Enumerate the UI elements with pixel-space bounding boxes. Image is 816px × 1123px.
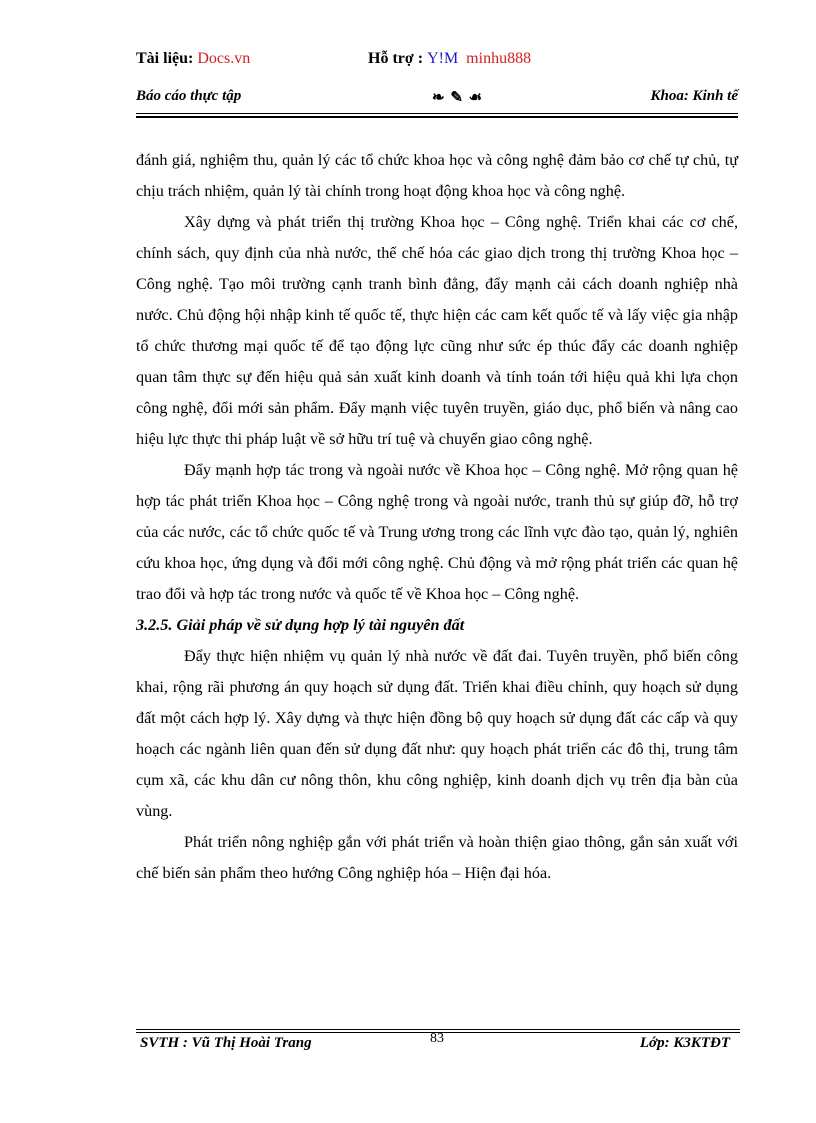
page-number: 83: [430, 1031, 444, 1046]
header-report-title: Báo cáo thực tập: [136, 88, 242, 104]
ym-label: Y!M: [427, 50, 459, 67]
header-ornament-icon: ❧ ✎ ☙: [432, 90, 484, 106]
footer-rule: [136, 1029, 740, 1030]
header-rule: [136, 113, 738, 114]
paragraph-2: Xây dựng và phát triển thị trường Khoa học – Công nghệ. Triển khai các cơ chế, chính sách, quy định của nhà nước, thể chế hóa các giao dịch trong thị trường Khoa học – Công nghệ. Tạo môi trường cạnh tranh bình đẳng, đẩy mạnh cải cách doanh nghiệp nhà nước. Chủ động hội nhập kinh tế quốc tế, thực hiện các cam kết quốc tế và lấy việc gia nhập tổ chức thương mại quốc tế để tạo động lực cũng như sức ép thúc đẩy các doanh nghiệp quan tâm thực sự đến hiệu quả sản xuất kinh doanh và tính toán tới hiệu quả khi lựa chọn công nghệ, đổi mới sản phẩm. Đẩy mạnh việc tuyên truyền, giáo dục, phổ biến và nâng cao hiệu lực thực thi pháp luật về sở hữu trí tuệ và chuyển giao công nghệ.: [136, 213, 738, 448]
paragraph-5: Phát triển nông nghiệp gắn với phát triển và hoàn thiện giao thông, gắn sản xuất với chế biến sản phẩm theo hướng Công nghiệp hóa – Hiện đại hóa.: [136, 833, 738, 882]
hotro-label: Hỗ trợ :: [368, 50, 424, 67]
source-label: [136, 50, 250, 68]
page-footer: [140, 1031, 730, 1057]
footer-class: Lớp: K3KTĐT: [639, 1035, 730, 1051]
header-rule-thick: [136, 116, 738, 118]
paragraph-1: đánh giá, nghiệm thu, quản lý các tổ chức khoa học và công nghệ đảm bảo cơ chế tự chủ, tự chịu trách nhiệm, quản lý tài chính trong hoạt động khoa học và công nghệ.: [136, 151, 738, 200]
footer-student: SVTH : Vũ Thị Hoài Trang: [140, 1035, 312, 1051]
support-nick: minhu888: [466, 50, 532, 67]
page-header: [136, 88, 738, 110]
section-heading: 3.2.5. Giải pháp về sử dụng hợp lý tài nguyên đất: [136, 616, 465, 634]
header-faculty: Khoa: Kinh tế: [650, 88, 738, 104]
page-body: [136, 145, 738, 889]
paragraph-3: Đẩy mạnh hợp tác trong và ngoài nước về Khoa học – Công nghệ. Mở rộng quan hệ hợp tác phát triển Khoa học – Công nghệ trong và ngoài nước, tranh thủ sự giúp đỡ, hỗ trợ của các nước, các tổ chức quốc tế và Trung ương trong các lĩnh vực đào tạo, quản lý, nghiên cứu khoa học, ứng dụng và đổi mới công nghệ. Chủ động và mở rộng phát triển các quan hệ trao đổi và hợp tác trong nước và quốc tế về Khoa học – Công nghệ.: [136, 461, 738, 603]
docs-link[interactable]: Docs.vn: [197, 50, 251, 67]
paragraph-4: Đẩy thực hiện nhiệm vụ quản lý nhà nước về đất đai. Tuyên truyền, phổ biến công khai, rộng rãi phương án quy hoạch sử dụng đất. Triển khai điều chỉnh, quy hoạch sử dụng đất một cách hợp lý. Xây dựng và thực hiện đồng bộ quy hoạch sử dụng đất các cấp và quy hoạch các ngành liên quan đến sử dụng đất như: quy hoạch phát triển các đô thị, trung tâm cụm xã, các khu dân cư nông thôn, khu công nghiệp, kinh doanh dịch vụ trên địa bàn của vùng.: [136, 647, 738, 820]
tailieu-label: Tài liệu:: [136, 50, 194, 67]
top-source-bar: [136, 50, 736, 70]
support-label: [368, 50, 531, 68]
